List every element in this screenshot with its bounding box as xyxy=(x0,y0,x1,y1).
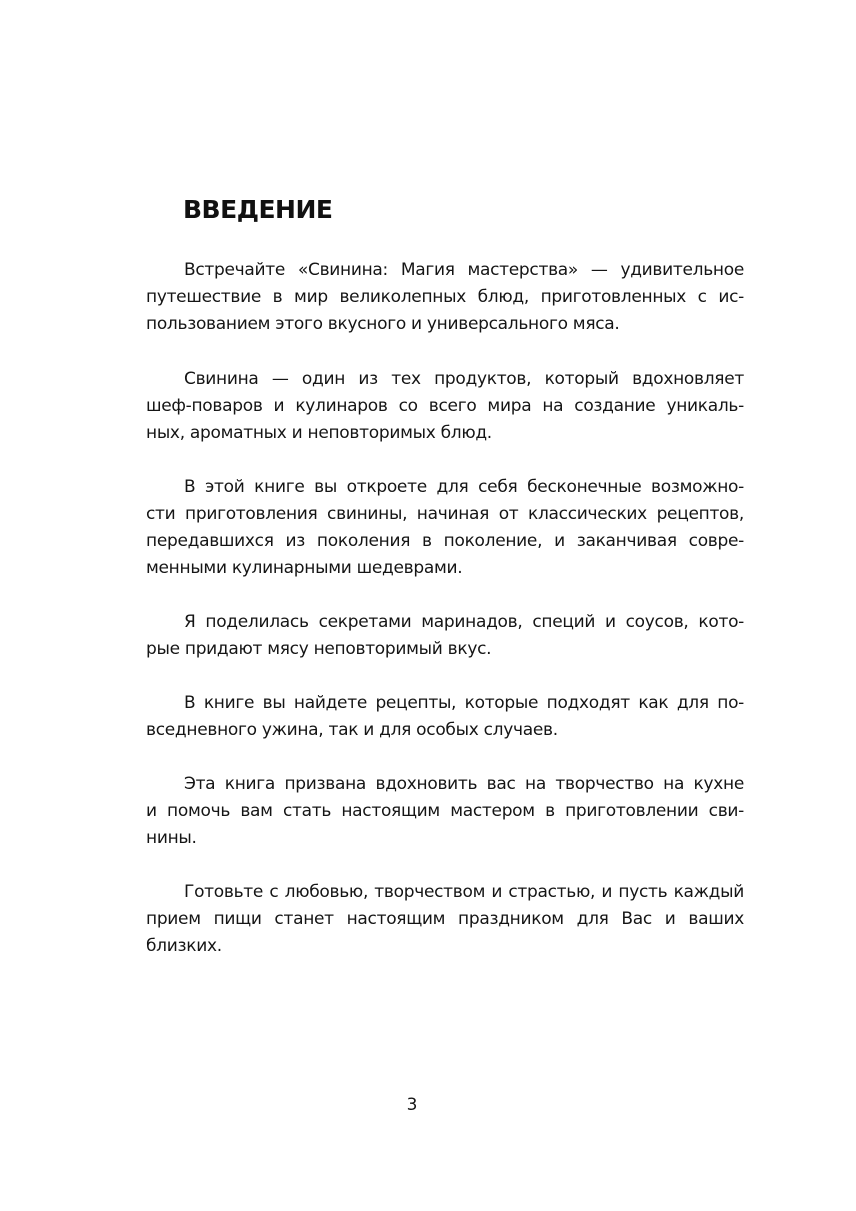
paragraph-line: рые придают мясу неповторимый вкус. xyxy=(146,639,492,659)
page-number: 3 xyxy=(406,1095,418,1115)
paragraph-line: Встречайте «Свинина: Магия мастерства» — удивительное xyxy=(184,260,744,280)
paragraph-4 xyxy=(146,609,744,663)
paragraph-2 xyxy=(146,366,744,447)
paragraph-line: В книге вы найдете рецепты, которые подходят как для по- xyxy=(184,693,744,713)
chapter-heading: ВВЕДЕНИЕ xyxy=(183,195,333,224)
paragraph-line: вседневного ужина, так и для особых случаев. xyxy=(146,720,558,740)
paragraph-line: путешествие в мир великолепных блюд, приготовленных с ис- xyxy=(146,287,744,307)
paragraph-5 xyxy=(146,690,744,744)
paragraph-line: шеф-поваров и кулинаров со всего мира на создание уникаль- xyxy=(146,396,744,416)
paragraph-line: Готовьте с любовью, творчеством и страстью, и пусть каждый xyxy=(184,882,744,902)
paragraph-line: передавшихся из поколения в поколение, и заканчивая совре- xyxy=(146,531,744,551)
paragraph-line: Свинина — один из тех продуктов, который вдохновляет xyxy=(184,369,744,389)
paragraph-line: В этой книге вы откроете для себя бесконечные возможно- xyxy=(184,477,744,497)
paragraph-1 xyxy=(146,257,744,338)
paragraph-6 xyxy=(146,771,744,852)
paragraph-7 xyxy=(146,879,744,960)
paragraph-line: сти приготовления свинины, начиная от классических рецептов, xyxy=(146,504,744,524)
paragraph-line: пользованием этого вкусного и универсального мяса. xyxy=(146,314,620,334)
paragraph-line: ных, ароматных и неповторимых блюд. xyxy=(146,423,492,443)
paragraph-line: менными кулинарными шедеврами. xyxy=(146,558,463,578)
paragraph-line: Эта книга призвана вдохновить вас на творчество на кухне xyxy=(184,774,744,794)
paragraph-3 xyxy=(146,474,744,582)
paragraph-line: прием пищи станет настоящим праздником для Вас и ваших xyxy=(146,909,744,929)
paragraph-line: Я поделилась секретами маринадов, специй и соусов, кото- xyxy=(184,612,744,632)
paragraph-line: нины. xyxy=(146,828,197,848)
paragraph-line: и помочь вам стать настоящим мастером в приготовлении сви- xyxy=(146,801,744,821)
paragraph-line: близких. xyxy=(146,936,222,956)
